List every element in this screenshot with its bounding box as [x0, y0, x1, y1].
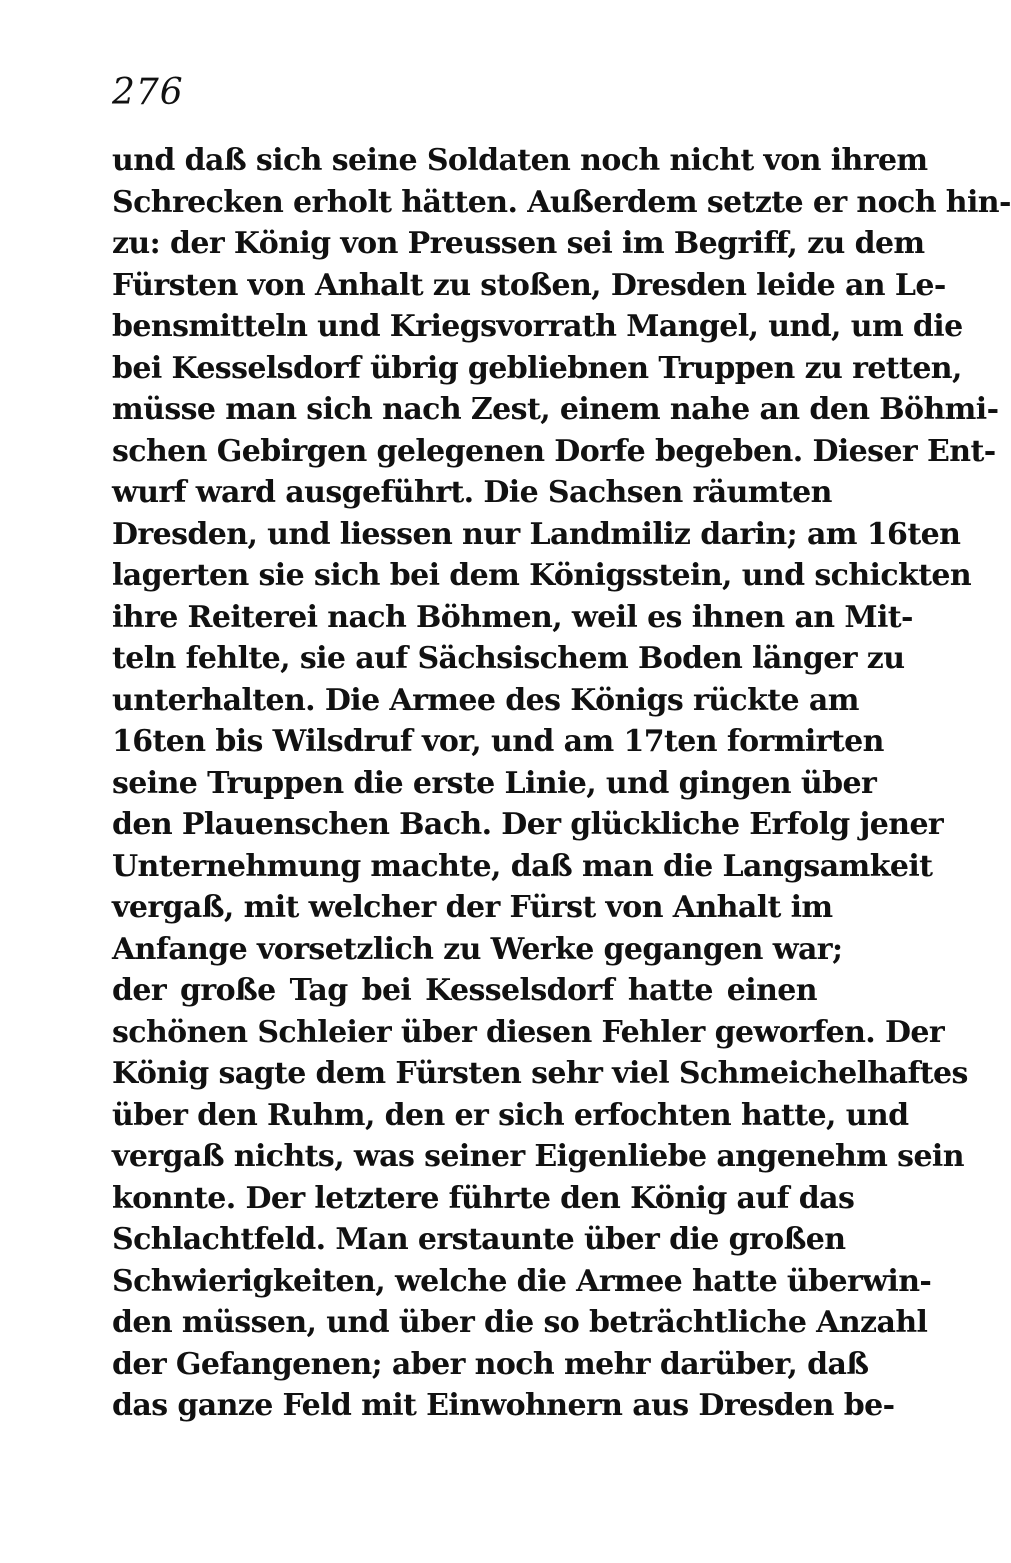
text-line: den müssen, und über die so beträchtliche Anzahl — [112, 1305, 928, 1340]
text-line: seine Truppen die erste Linie, und gingen über — [112, 765, 877, 801]
text-line: Dresden, und liessen nur Landmiliz darin; am 16ten — [112, 516, 961, 552]
page-number: 276 — [112, 72, 184, 113]
text-line: teln fehlte, sie auf Sächsischem Boden länger zu — [112, 641, 905, 676]
text-line: 16ten bis Wilsdruf vor, und am 17ten formirten — [112, 724, 884, 759]
text-line: Schrecken erholt hätten. Außerdem setzte er noch hin- — [112, 184, 1011, 220]
text-line: Unternehmung machte, daß man die Langsamkeit — [112, 848, 933, 884]
text-line: der große Tag bei Kesselsdorf hatte einen — [112, 973, 817, 1008]
text-line: der Gefangenen; aber noch mehr darüber, daß — [112, 1346, 869, 1382]
text-line: müsse man sich nach Zest, einem nahe an den Böhmi- — [112, 392, 999, 427]
text-line: König sagte dem Fürsten sehr viel Schmeichelhaftes — [112, 1056, 968, 1091]
text-line: bensmitteln und Kriegsvorrath Mangel, und, um die — [112, 309, 963, 344]
text-line: und daß sich seine Soldaten noch nicht von ihrem — [112, 143, 928, 178]
text-line: vergaß, mit welcher der Fürst von Anhalt im — [112, 890, 833, 925]
text-line: schönen Schleier über diesen Fehler geworfen. Der — [112, 1014, 945, 1050]
text-line: Fürsten von Anhalt zu stoßen, Dresden leide an Le- — [112, 267, 946, 303]
body-text — [112, 140, 1011, 1427]
text-line: wurf ward ausgeführt. Die Sachsen räumten — [112, 475, 832, 510]
text-line: unterhalten. Die Armee des Königs rückte am — [112, 682, 859, 718]
text-line: lagerten sie sich bei dem Königsstein, und schickten — [112, 558, 972, 593]
text-line: vergaß nichts, was seiner Eigenliebe angenehm sein — [112, 1139, 964, 1174]
text-line: Schlachtfeld. Man erstaunte über die großen — [112, 1222, 846, 1257]
text-line: konnte. Der letztere führte den König auf das — [112, 1180, 855, 1216]
text-line: über den Ruhm, den er sich erfochten hatte, und — [112, 1097, 909, 1133]
text-line: das ganze Feld mit Einwohnern aus Dresden be- — [112, 1388, 895, 1423]
text-line: schen Gebirgen gelegenen Dorfe begeben. Dieser Ent- — [112, 433, 996, 469]
text-line: ihre Reiterei nach Böhmen, weil es ihnen an Mit- — [112, 599, 913, 635]
text-line: den Plauenschen Bach. Der glückliche Erfolg jener — [112, 807, 944, 842]
text-line: Anfange vorsetzlich zu Werke gegangen war; — [112, 931, 843, 967]
text-line: zu: der König von Preussen sei im Begriff, zu dem — [112, 226, 925, 261]
text-line: bei Kesselsdorf übrig gebliebnen Truppen zu retten, — [112, 350, 962, 386]
text-line: Schwierigkeiten, welche die Armee hatte überwin- — [112, 1263, 932, 1299]
